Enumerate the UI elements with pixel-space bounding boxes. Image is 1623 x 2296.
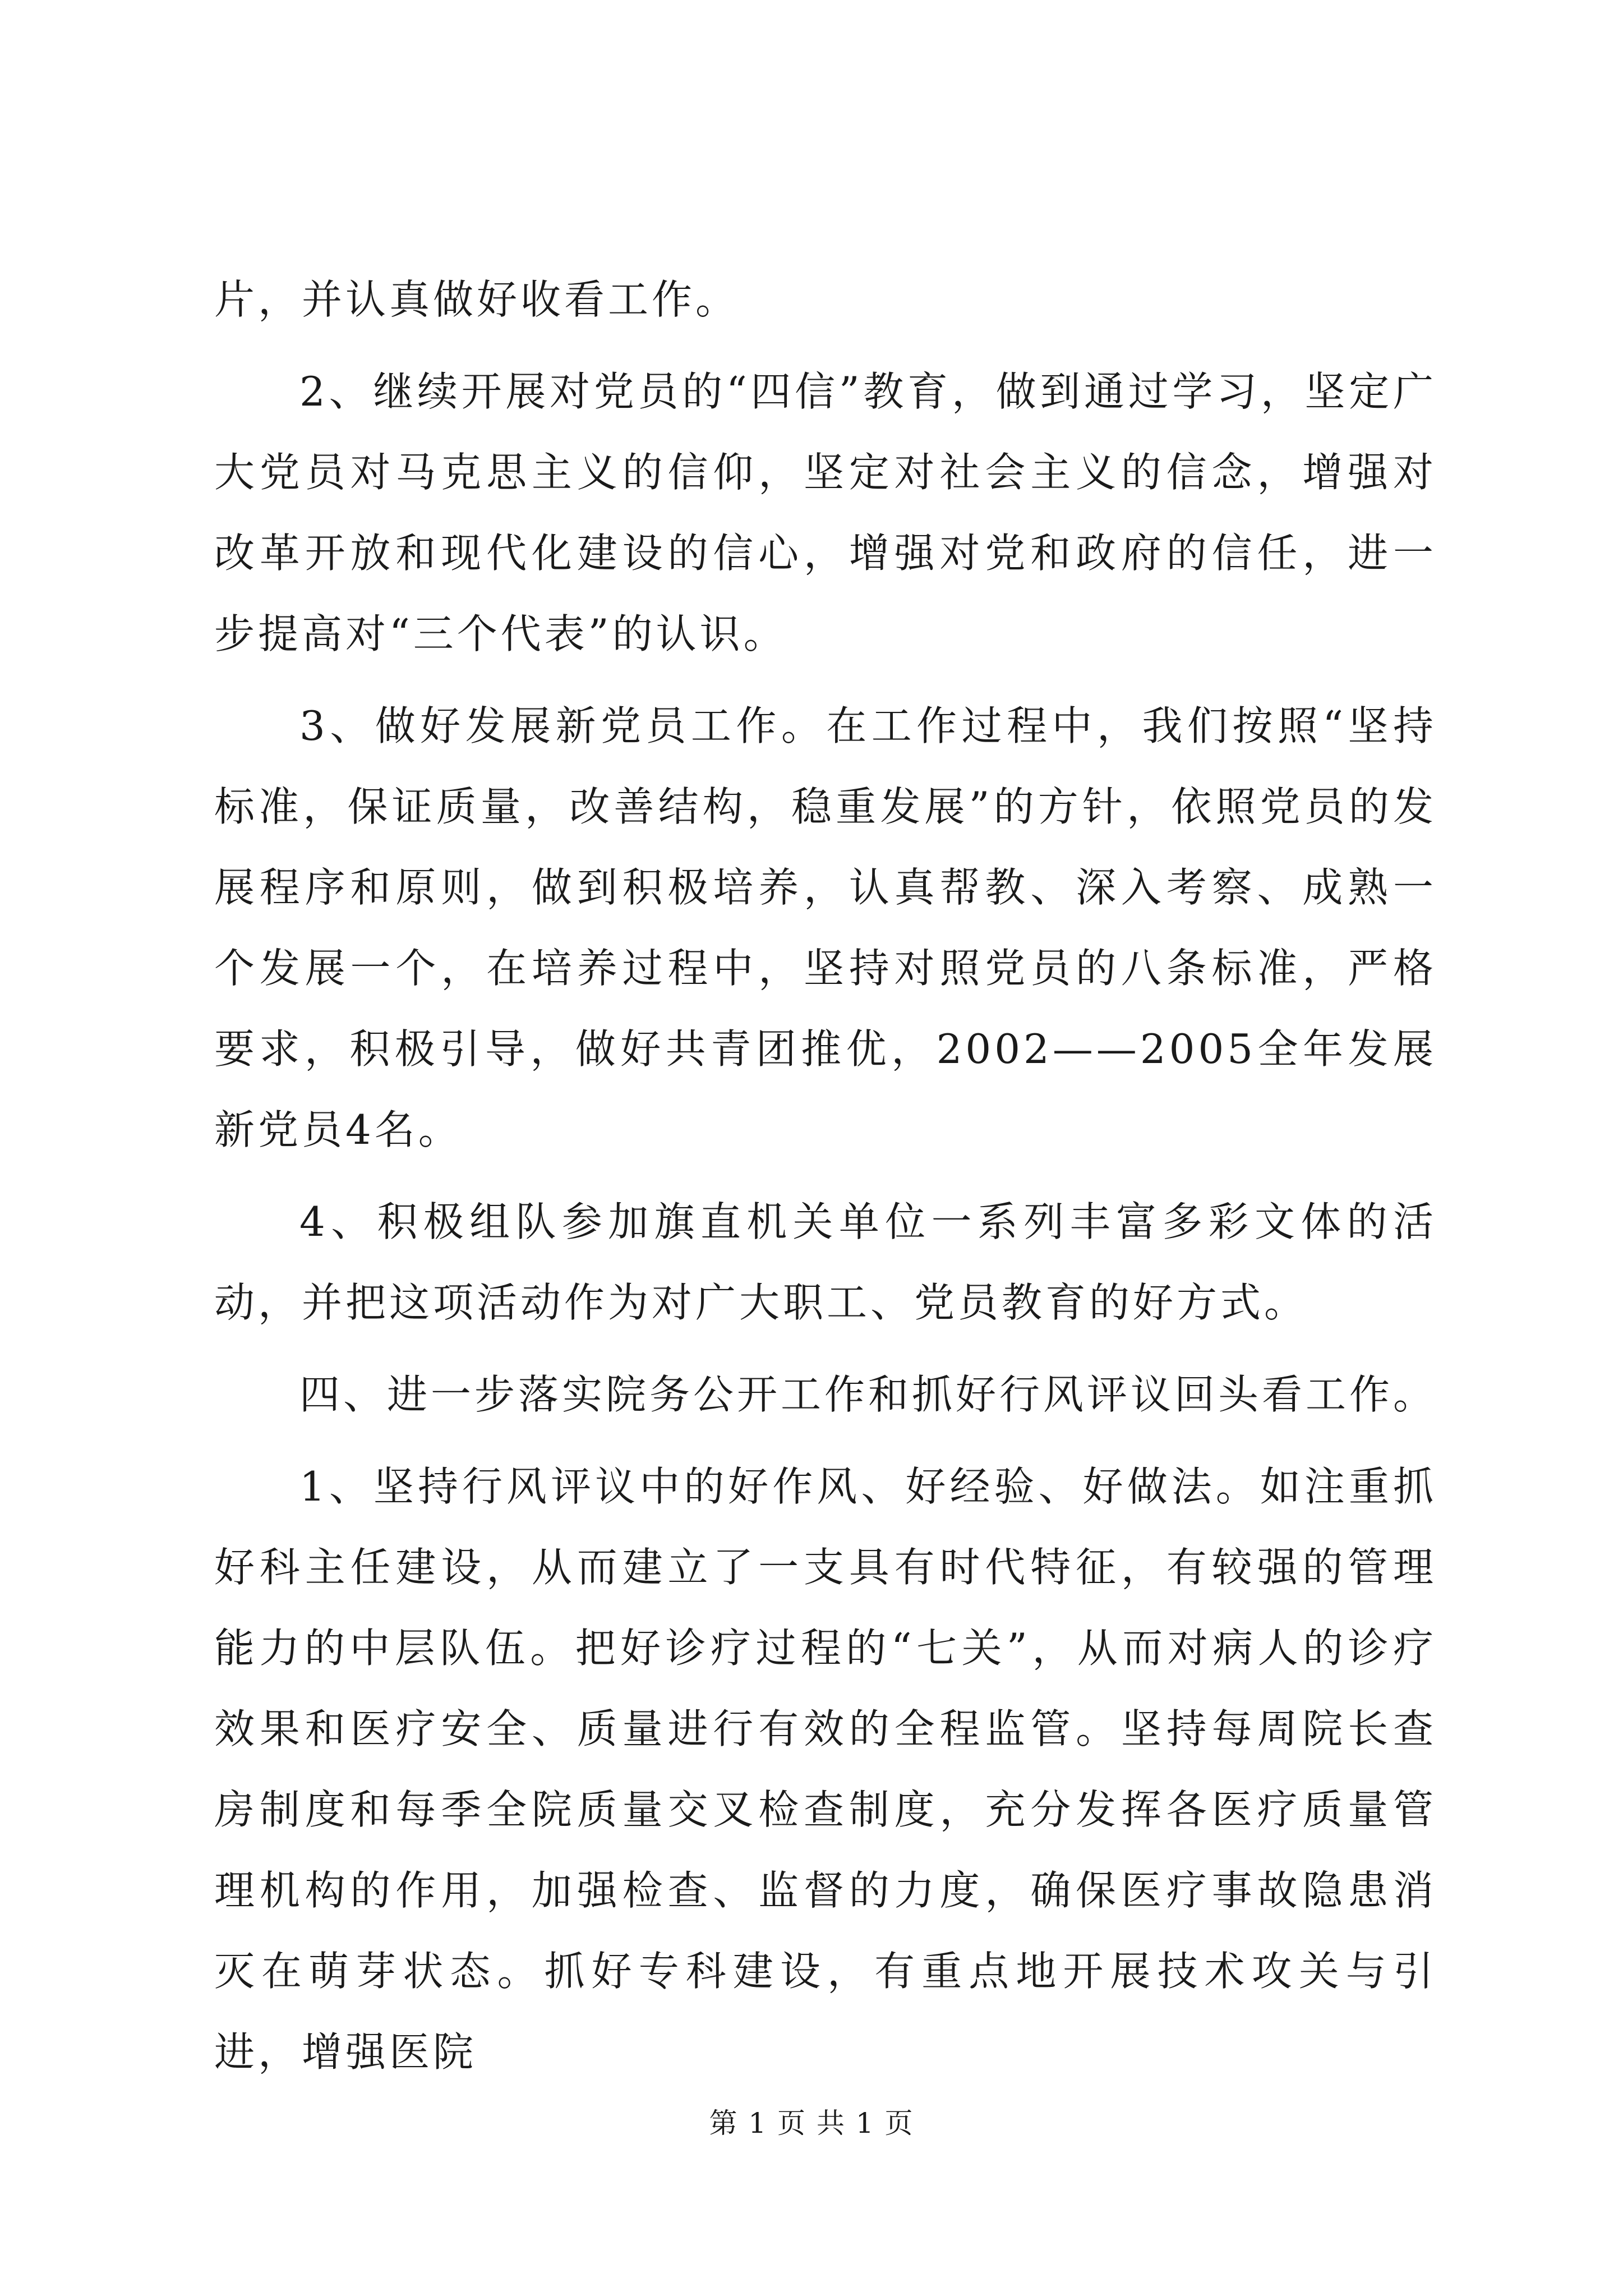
paragraph-6: 1、坚持行风评议中的好作风、好经验、好做法。如注重抓好科主任建设，从而建立了一支具有时代特征，有较强的管理能力的中层队伍。把好诊疗过程的“七关”，从而对病人的诊疗效果和医疗安全、质量进行有效的全程监管。坚持每周院长查房制度和每季全院质量交叉检查制度，充分发挥各医疗质量管理机构的作用，加强检查、监督的力度，确保医疗事故隐患消灭在萌芽状态。抓好专科建设，有重点地开展技术攻关与引进，增强医院: [214, 1463, 1437, 2076]
paragraph-5: 四、进一步落实院务公开工作和抓好行风评议回头看工作。: [299, 1371, 1437, 1418]
paragraph-2: 2、继续开展对党员的“四信”教育，做到通过学习，坚定广大党员对马克思主义的信仰，坚定对社会主义的信念，增强对改革开放和现代化建设的信心，增强对党和政府的信任，进一步提高对“三个代表”的认识。: [214, 368, 1437, 657]
page-footer: 第 1 页 共 1 页: [709, 2107, 914, 2139]
paragraph-4: 4、积极组队参加旗直机关单位一系列丰富多彩文体的活动，并把这项活动作为对广大职工、党员教育的好方式。: [214, 1198, 1437, 1326]
document-body: [214, 259, 1437, 2104]
paragraph-3: 3、做好发展新党员工作。在工作过程中，我们按照“坚持标准，保证质量，改善结构，稳重发展”的方针，依照党员的发展程序和原则，做到积极培养，认真帮教、深入考察、成熟一个发展一个，在培养过程中，坚持对照党员的八条标准，严格要求，积极引导，做好共青团推优，2002——2005全年发展新党员4名。: [214, 702, 1437, 1153]
paragraph-1: 片，并认真做好收看工作。: [214, 276, 740, 323]
